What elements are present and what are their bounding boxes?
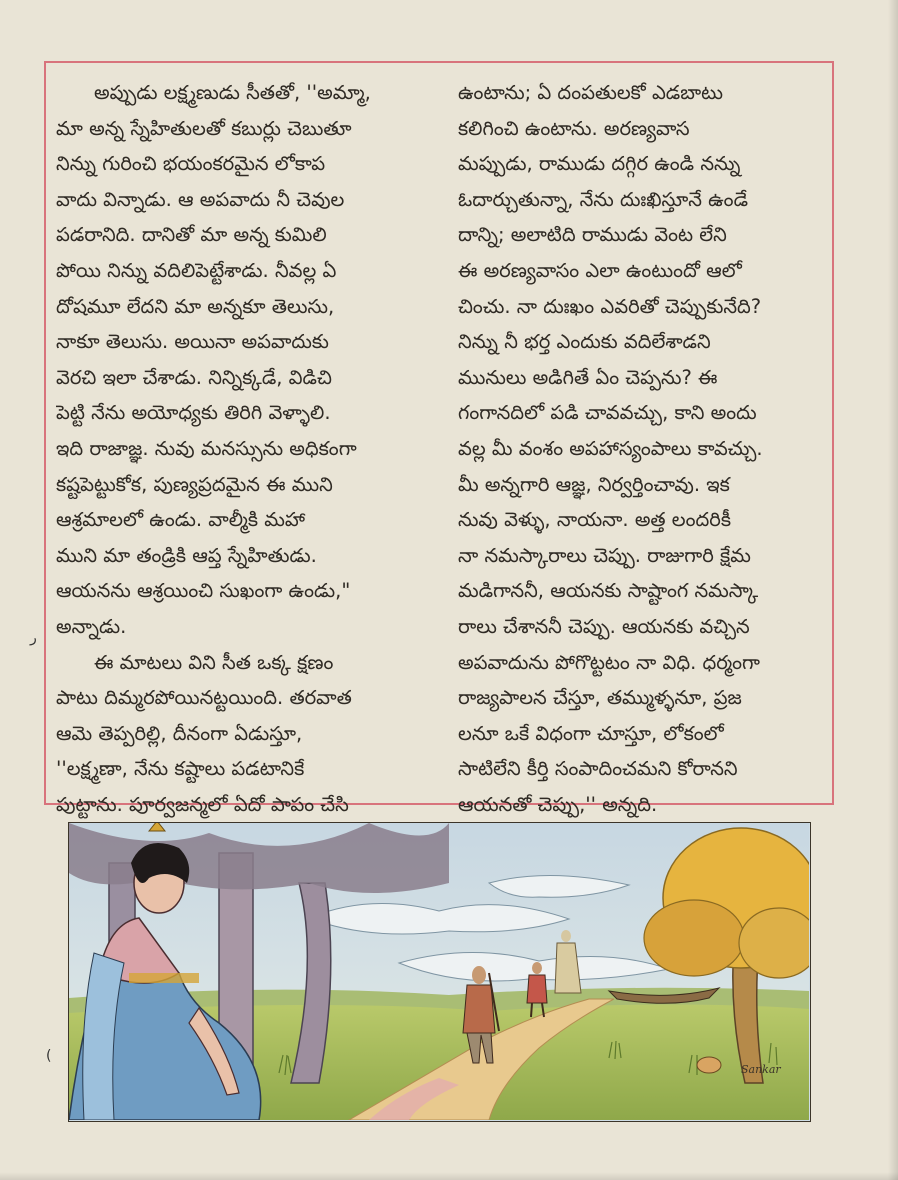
left-text-column — [56, 75, 416, 822]
margin-mark-lower: ( — [46, 1048, 52, 1064]
text-line: ఓదార్చుతున్నా, నేను దుఃఖిస్తూనే ఉండే — [458, 187, 748, 211]
text-line: నా నమస్కారాలు చెప్పు. రాజుగారి క్షేమ — [458, 543, 751, 567]
text-line: రాలు చేశాననీ చెప్పు. ఆయనకు వచ్చిన — [458, 614, 750, 638]
text-line: మునులు అడిగితే ఏం చెప్పను? ఈ — [458, 365, 718, 389]
artist-signature: Sankar — [741, 1063, 781, 1076]
illustration-scene — [69, 823, 809, 1120]
text-line: ఆమె తెప్పరిల్లి, దీనంగా ఏడుస్తూ, — [56, 721, 303, 745]
text-line: ఈ మాటలు విని సీత ఒక్క క్షణం — [94, 650, 334, 674]
text-line: పడరానిది. దానితో మా అన్న కుమిలి — [56, 223, 327, 247]
text-line: అపవాదును పోగొట్టటం నా విధి. ధర్మంగా — [458, 650, 761, 674]
rock — [697, 1057, 721, 1073]
text-line: ఉంటాను; ఏ దంపతులకో ఎడబాటు — [458, 81, 723, 104]
text-line: ఆయనతో చెప్పు,'' అన్నది. — [458, 792, 658, 816]
text-line: అప్పుడు లక్ష్మణుడు సీతతో, ''అమ్మా, — [94, 81, 371, 104]
text-line: లనూ ఒకే విధంగా చూస్తూ, లోకంలో — [458, 721, 724, 745]
text-line: దాన్ని; అలాటిది రాముడు వెంట లేని — [458, 223, 727, 247]
text-line: కష్టపెట్టుకోక, పుణ్యప్రదమైన ఈ ముని — [56, 472, 333, 496]
text-line: మప్పుడు, రాముడు దగ్గిర ఉండి నన్ను — [458, 152, 741, 176]
text-line: నాకూ తెలుసు. అయినా అపవాదుకు — [56, 330, 329, 354]
text-line: కలిగించి ఉంటాను. అరణ్యవాస — [458, 116, 690, 140]
text-line: ముని మా తండ్రికి ఆప్త స్నేహితుడు. — [56, 543, 317, 567]
text-line: ''లక్ష్మణా, నేను కష్టాలు పడటానికే — [56, 757, 305, 781]
right-text-column — [458, 75, 818, 822]
text-line: నిన్ను నీ భర్త ఎందుకు వదిలేశాడని — [458, 330, 711, 354]
text-line: ఇది రాజాజ్ఞ. నువు మనస్సును అధికంగా — [56, 436, 357, 460]
text-line: వాదు విన్నాడు. ఆ అపవాదు నీ చెవుల — [56, 187, 345, 211]
page-edge-shadow — [888, 0, 898, 1180]
text-line: వెరచి ఇలా చేశాడు. నిన్నిక్కడే, విడిచి — [56, 365, 332, 389]
text-line: ఆశ్రమాలలో ఉండు. వాల్మీకి మహా — [56, 508, 305, 532]
text-line: నువు వెళ్ళు, నాయనా. అత్త లందరికీ — [458, 508, 732, 532]
margin-mark: ر — [30, 630, 37, 646]
text-line: మీ అన్నగారి ఆజ్ఞ, నిర్వర్తించావు. ఇక — [458, 472, 730, 496]
text-line: మా అన్న స్నేహితులతో కబుర్లు చెబుతూ — [56, 116, 352, 140]
page-bottom-shadow — [0, 1172, 898, 1180]
text-line: ఆయనను ఆశ్రయించి సుఖంగా ఉండు," — [56, 579, 351, 603]
text-line: గంగానదిలో పడి చావవచ్చు, కాని అందు — [458, 401, 757, 425]
text-line: మడిగాననీ, ఆయనకు సాష్టాంగ నమస్కా — [458, 579, 759, 603]
text-line: చించు. నా దుఃఖం ఎవరితో చెప్పుకునేది? — [458, 294, 762, 318]
story-text-frame — [44, 61, 834, 816]
text-line: వల్ల మీ వంశం అపహాస్యంపాలు కావచ్చు. — [458, 436, 763, 460]
text-line: దోషమూ లేదని మా అన్నకూ తెలుసు, — [56, 294, 335, 318]
text-line: రాజ్యపాలన చేస్తూ, తమ్ముళ్ళనూ, ప్రజ — [458, 686, 742, 710]
text-line: ఈ అరణ్యవాసం ఎలా ఉంటుందో ఆలో — [458, 258, 742, 282]
text-line: పుట్టాను. పూర్వజన్మలో ఏదో పాపం చేసి — [56, 792, 349, 816]
text-line: నిన్ను గురించి భయంకరమైన లోకాప — [56, 152, 326, 176]
text-line: సాటిలేని కీర్తి సంపాదించమని కోరానని — [458, 757, 738, 781]
text-line: పాటు దిమ్మరపోయినట్టయింది. తరవాత — [56, 686, 352, 710]
text-line: పెట్టి నేను అయోధ్యకు తిరిగి వెళ్ళాలి. — [56, 401, 331, 425]
text-line: పోయి నిన్ను వదిలిపెట్టేశాడు. నీవల్ల ఏ — [56, 258, 337, 282]
text-line: అన్నాడు. — [56, 614, 127, 638]
story-illustration — [68, 822, 811, 1122]
